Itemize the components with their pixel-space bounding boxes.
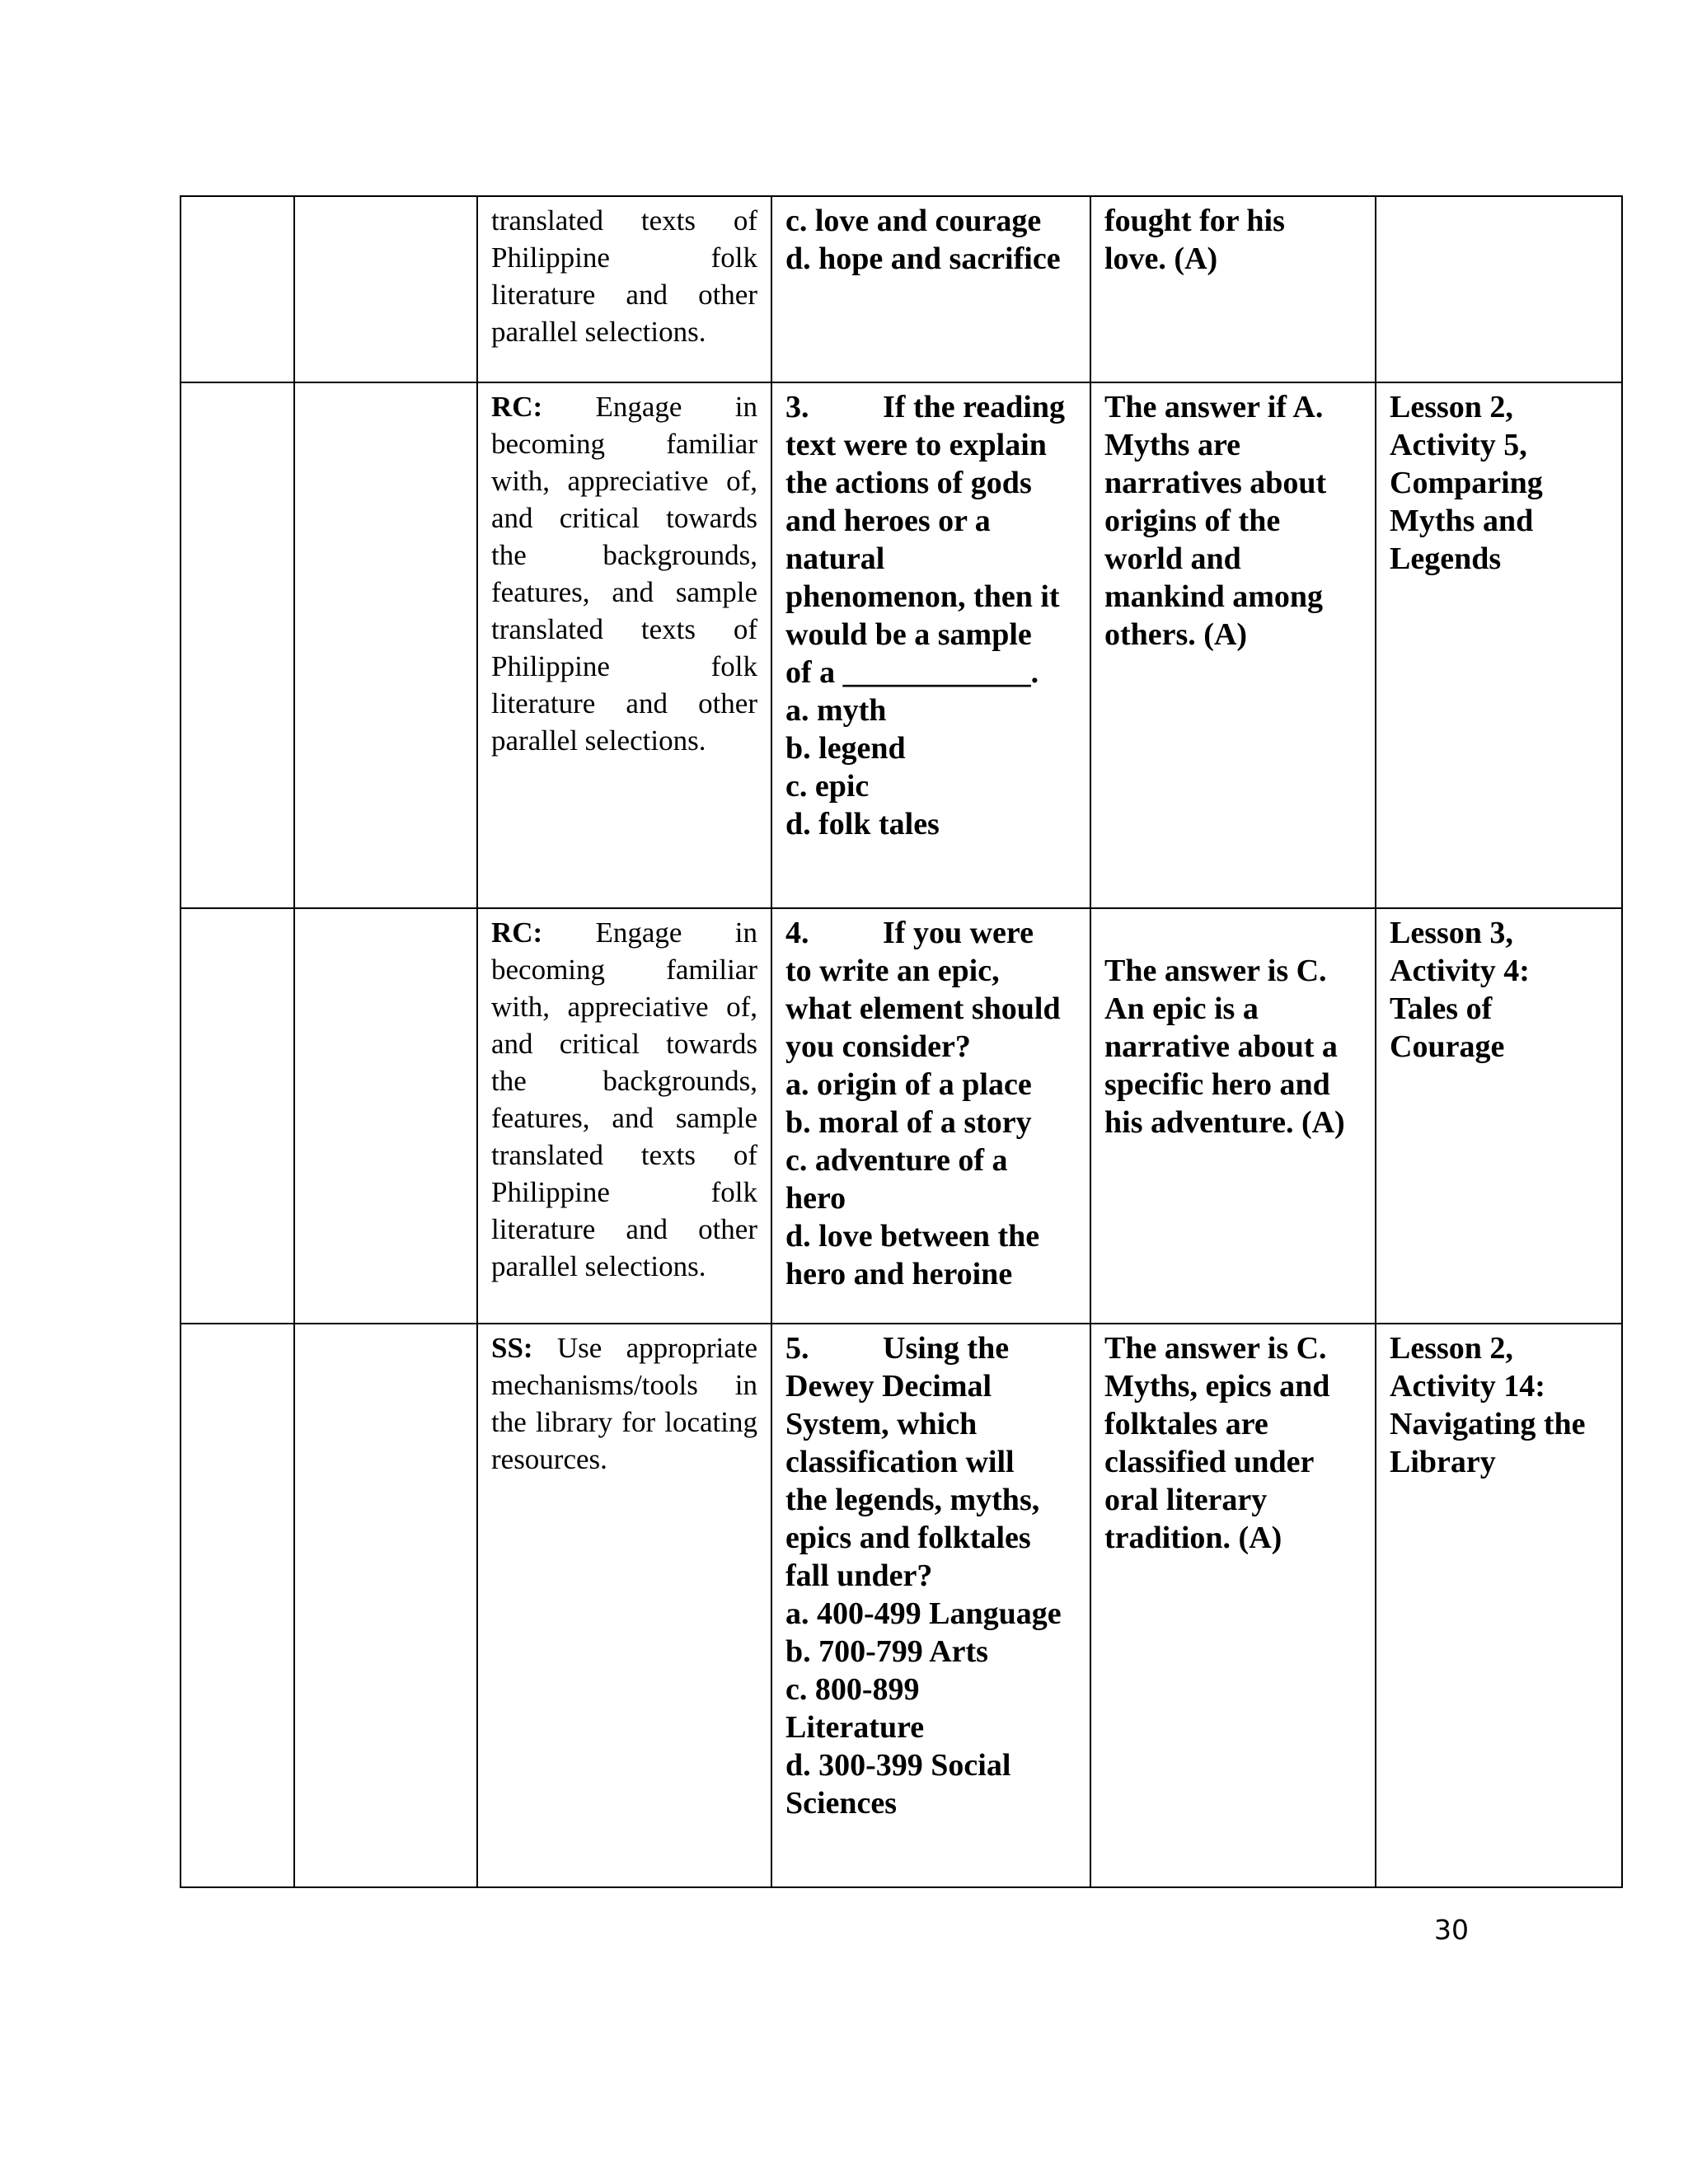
question-cell — [771, 196, 1090, 382]
question-text: what element should — [785, 991, 1061, 1026]
question-text: Using the — [883, 1331, 1010, 1366]
answer-text: Myths, epics and — [1104, 1369, 1330, 1404]
lesson-text: Lesson 2, — [1390, 1331, 1513, 1366]
choice-text: d. 300-399 Social — [785, 1748, 1011, 1783]
question-text: text were to explain — [785, 428, 1047, 462]
choice-text: c. adventure of a — [785, 1143, 1008, 1178]
question-number: 5. — [785, 1331, 809, 1366]
competency-code: RC: — [491, 916, 543, 949]
empty-cell — [181, 382, 294, 908]
question-number: 4. — [785, 916, 809, 950]
choice-text: d. love between the — [785, 1219, 1040, 1254]
competency-text: Engage in becoming familiar with, appreciative of, and critical towards the backgrounds, features, and sample translated texts of Philippine folk literature and other parallel selections. — [491, 391, 757, 757]
answer-text: narrative about a — [1104, 1029, 1338, 1064]
question-head — [785, 1329, 1076, 1367]
choice-text: b. moral of a story — [785, 1105, 1032, 1140]
answer-text: narratives about — [1104, 466, 1327, 500]
answer-text: tradition. (A) — [1104, 1521, 1282, 1555]
empty-cell — [181, 908, 294, 1324]
choice-text: b. legend — [785, 731, 906, 766]
question-cell — [771, 382, 1090, 908]
lesson-cell — [1376, 196, 1622, 382]
empty-cell — [181, 196, 294, 382]
answer-text: The answer if A. — [1104, 390, 1324, 424]
answer-text: The answer is C. — [1104, 954, 1327, 988]
answer-spacer — [1104, 914, 1362, 952]
competency-text: Engage in becoming familiar with, appreciative of, and critical towards the backgrounds, features, and sample translated texts of Philippine folk literature and other parallel selections. — [491, 916, 757, 1282]
question-text: If the reading — [883, 390, 1065, 424]
choice-text: d. folk tales — [785, 807, 940, 841]
question-text: and heroes or a — [785, 504, 991, 538]
lesson-cell — [1376, 382, 1622, 908]
answer-text: specific hero and — [1104, 1067, 1330, 1102]
question-text: the actions of gods — [785, 466, 1032, 500]
lesson-text: Courage — [1390, 1029, 1505, 1064]
answer-text: The answer is C. — [1104, 1331, 1327, 1366]
lesson-text: Activity 14: — [1390, 1369, 1545, 1404]
choice-text: c. epic — [785, 769, 870, 804]
answer-text: folktales are — [1104, 1407, 1268, 1441]
question-text: fall under? — [785, 1558, 933, 1593]
table-row — [181, 196, 1622, 382]
choice-text: c. love and courage — [785, 204, 1042, 238]
choice-text: hero and heroine — [785, 1257, 1013, 1291]
answer-text: oral literary — [1104, 1483, 1268, 1517]
empty-cell — [294, 908, 477, 1324]
question-text: of a ____________. — [785, 655, 1039, 690]
lesson-text: Comparing — [1390, 466, 1543, 500]
lesson-text: Tales of — [1390, 991, 1493, 1026]
question-text: phenomenon, then it — [785, 579, 1060, 614]
choice-text: a. 400-499 Language — [785, 1596, 1062, 1631]
answer-text: origins of the — [1104, 504, 1281, 538]
answer-text: mankind among — [1104, 579, 1324, 614]
question-text: System, which — [785, 1407, 978, 1441]
question-text: natural — [785, 541, 885, 576]
lesson-text: Activity 5, — [1390, 428, 1527, 462]
answer-text: world and — [1104, 541, 1241, 576]
table-row — [181, 1324, 1622, 1887]
answer-text: classified under — [1104, 1445, 1315, 1479]
choice-text: Literature — [785, 1710, 925, 1745]
question-cell — [771, 908, 1090, 1324]
question-text: you consider? — [785, 1029, 971, 1064]
question-head — [785, 388, 1076, 426]
question-head — [785, 914, 1076, 952]
answer-cell — [1090, 1324, 1376, 1887]
answer-cell — [1090, 908, 1376, 1324]
question-text: If you were — [883, 916, 1034, 950]
question-text: epics and folktales — [785, 1521, 1031, 1555]
answer-text: others. (A) — [1104, 617, 1248, 652]
question-text: Dewey Decimal — [785, 1369, 992, 1404]
choice-text: hero — [785, 1181, 846, 1216]
answer-text: Myths are — [1104, 428, 1240, 462]
lesson-cell — [1376, 908, 1622, 1324]
lesson-text: Library — [1390, 1445, 1496, 1479]
choice-text: a. myth — [785, 693, 887, 728]
competency-cell — [477, 908, 771, 1324]
empty-cell — [181, 1324, 294, 1887]
answer-text: fought for his — [1104, 204, 1285, 238]
answer-text: An epic is a — [1104, 991, 1259, 1026]
competency-code: RC: — [491, 391, 543, 423]
lesson-cell — [1376, 1324, 1622, 1887]
question-text: to write an epic, — [785, 954, 1000, 988]
choice-text: a. origin of a place — [785, 1067, 1032, 1102]
page-number: 30 — [1434, 1914, 1469, 1946]
lesson-text: Legends — [1390, 541, 1502, 576]
answer-cell — [1090, 196, 1376, 382]
lesson-text: Lesson 2, — [1390, 390, 1513, 424]
question-cell — [771, 1324, 1090, 1887]
table-row — [181, 382, 1622, 908]
answer-text: love. (A) — [1104, 241, 1218, 276]
empty-cell — [294, 196, 477, 382]
answer-text: his adventure. (A) — [1104, 1105, 1345, 1140]
question-text: the legends, myths, — [785, 1483, 1040, 1517]
competency-text: translated texts of Philippine folk literature and other parallel selections. — [491, 204, 757, 348]
choice-text: b. 700-799 Arts — [785, 1634, 988, 1669]
empty-cell — [294, 1324, 477, 1887]
lesson-text: Myths and — [1390, 504, 1534, 538]
competency-cell — [477, 196, 771, 382]
choice-text: d. hope and sacrifice — [785, 241, 1061, 276]
answer-cell — [1090, 382, 1376, 908]
assessment-table — [180, 195, 1623, 1888]
table-row — [181, 908, 1622, 1324]
question-number: 3. — [785, 390, 809, 424]
empty-cell — [294, 382, 477, 908]
question-text: classification will — [785, 1445, 1015, 1479]
competency-code: SS: — [491, 1332, 533, 1364]
competency-cell — [477, 1324, 771, 1887]
competency-text: Use appropriate mechanisms/tools in the library for locating resources. — [491, 1332, 758, 1475]
question-text: would be a sample — [785, 617, 1032, 652]
lesson-text: Activity 4: — [1390, 954, 1530, 988]
competency-cell — [477, 382, 771, 908]
lesson-text: Navigating the — [1390, 1407, 1586, 1441]
choice-text: c. 800-899 — [785, 1672, 920, 1707]
lesson-text: Lesson 3, — [1390, 916, 1513, 950]
choice-text: Sciences — [785, 1786, 898, 1821]
